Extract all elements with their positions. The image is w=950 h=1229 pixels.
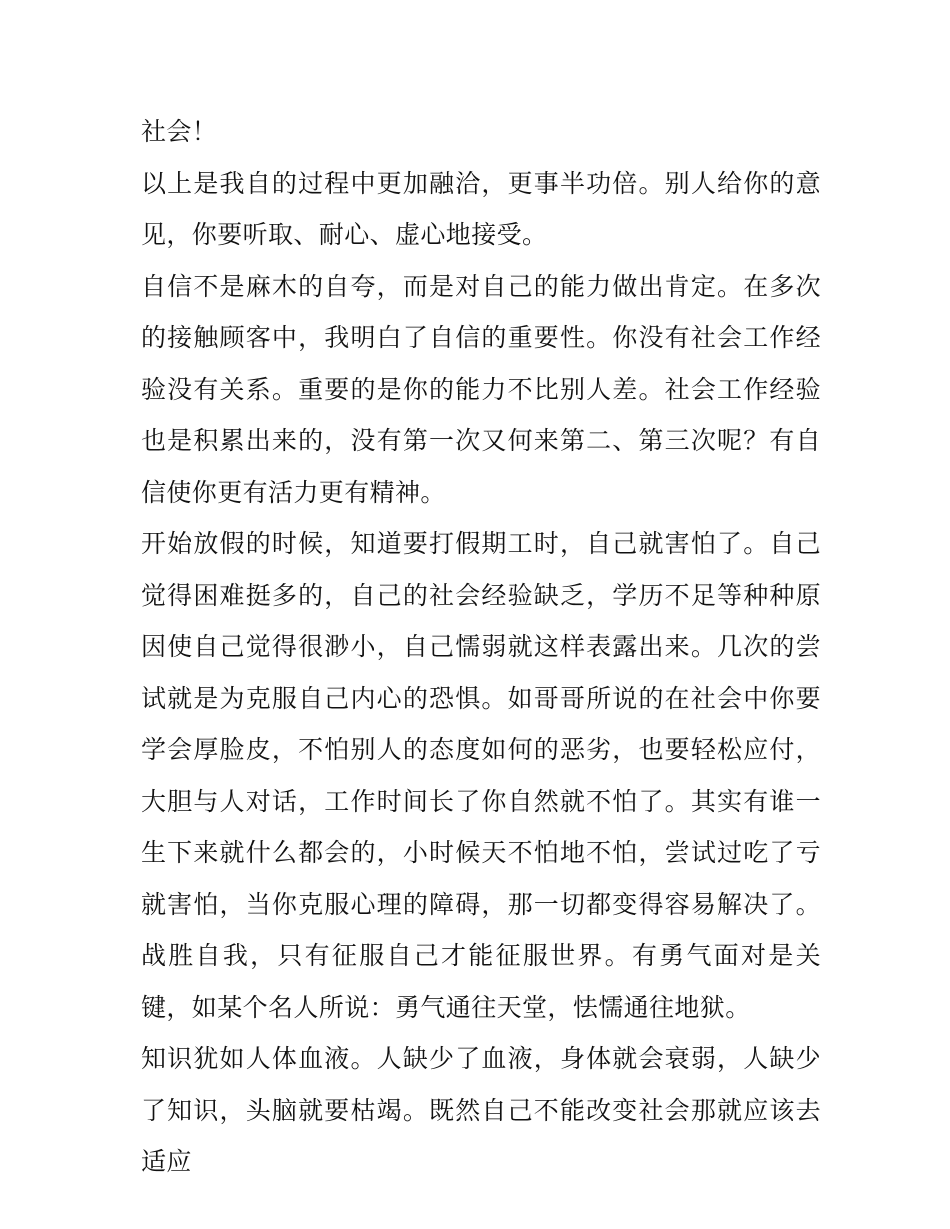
paragraph-5: 知识犹如人体血液。人缺少了血液，身体就会衰弱，人缺少了知识，头脑就要枯竭。既然自己不能改变社会那就应该去适应 bbox=[141, 1044, 821, 1176]
paragraph-3: 自信不是麻木的自夸，而是对自己的能力做出肯定。在多次的接触顾客中，我明白了自信的重要性。你没有社会工作经验没有关系。重要的是你的能力不比别人差。社会工作经验也是积累出来的，没有第一次又何来第二、第三次呢？有自信使你更有活力更有精神。 bbox=[141, 271, 821, 507]
document-body bbox=[141, 106, 821, 1188]
paragraph-4: 开始放假的时候，知道要打假期工时，自己就害怕了。自己觉得困难挺多的，自己的社会经验缺乏，学历不足等种种原因使自己觉得很渺小，自己懦弱就这样表露出来。几次的尝试就是为克服自己内心的恐惧。如哥哥所说的在社会中你要学会厚脸皮，不怕别人的态度如何的恶劣，也要轻松应付，大胆与人对话，工作时间长了你自然就不怕了。其实有谁一生下来就什么都会的，小时候天不怕地不怕，尝试过吃了亏就害怕，当你克服心理的障碍，那一切都变得容易解决了。战胜自我，只有征服自己才能征服世界。有勇气面对是关键，如某个名人所说：勇气通往天堂，怯懦通往地狱。 bbox=[141, 529, 821, 1022]
paragraph-2: 以上是我自的过程中更加融洽，更事半功倍。别人给你的意见，你要听取、耐心、虚心地接受。 bbox=[141, 168, 821, 249]
paragraph-1: 社会！ bbox=[141, 117, 218, 146]
